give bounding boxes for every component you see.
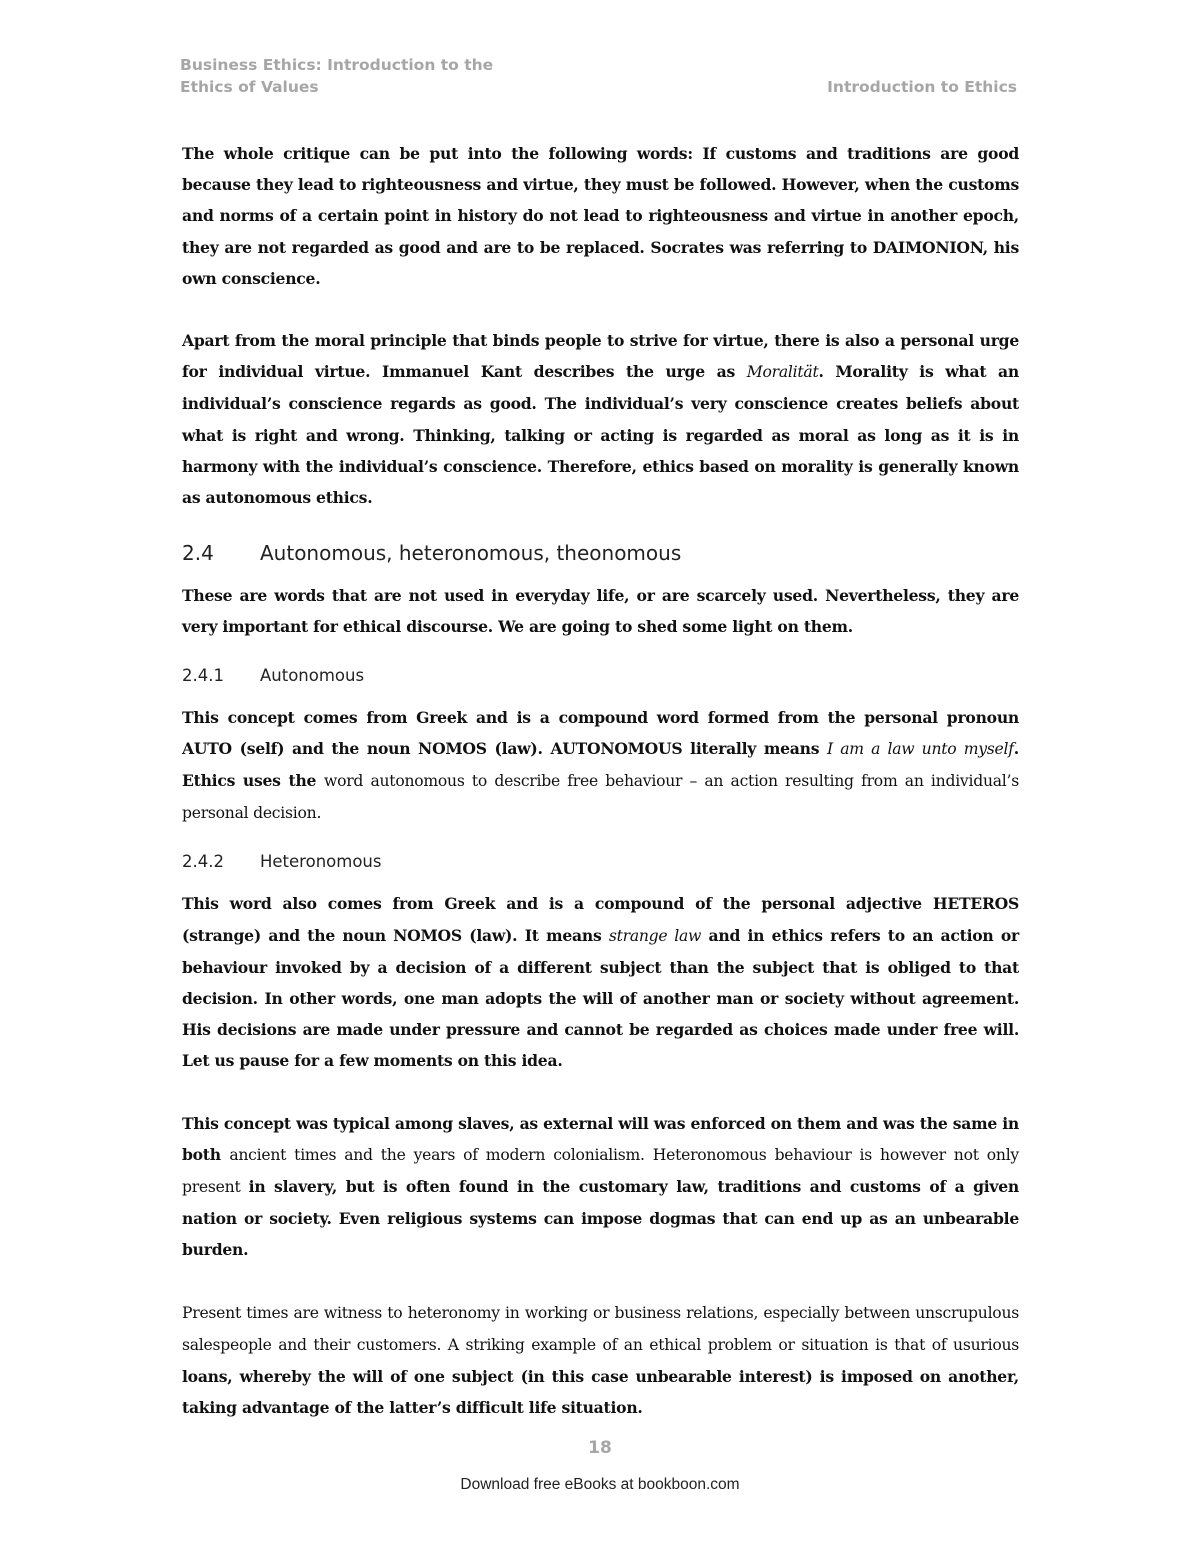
section-title: Autonomous, heteronomous, theonomous xyxy=(260,541,682,566)
autonomous-text-end: word autonomous to describe free behaviour – an action resulting from an individual’s personal decision. xyxy=(182,772,1019,823)
present-times-text-end: loans, whereby the will of one subject (in this case unbearable interest) is imposed on another, taking advantage of the latter’s difficult life situation. xyxy=(182,1367,1019,1418)
moralitat-term: Moralität xyxy=(746,363,819,382)
autonomous-meaning: I am a law unto myself xyxy=(827,739,1014,758)
book-title-line-1: Business Ethics: Introduction to the xyxy=(180,56,494,74)
paragraph-morality xyxy=(182,325,1019,513)
section-number: 2.4 xyxy=(182,541,214,566)
present-times-text-start: Present times are witness to heteronomy in working or business relations, especially between unscrupulous salespeople and their customers. A striking example of an ethical problem or situation is that of usurious xyxy=(182,1303,1019,1354)
paragraph-intro-terms: These are words that are not used in everyday life, or are scarcely used. Nevertheless, they are very important for ethical discourse. We are going to shed some light on them. xyxy=(182,586,1019,637)
autonomous-text-mid: . Ethics uses the xyxy=(182,738,1019,791)
running-header-book-title xyxy=(180,54,493,98)
morality-text-start: Apart from the moral principle that binds people to strive for virtue, there is also a personal urge for individual virtue. Immanuel Kant describes the urge as xyxy=(182,331,1019,382)
heteronomous-text-start: This word also comes from Greek and is a compound of the personal adjective HETEROS (strange) and the noun NOMOS (law). It means xyxy=(182,894,1019,945)
heteronomous-meaning: strange law xyxy=(608,926,702,945)
subsection-number-heteronomous: 2.4.2 xyxy=(182,852,224,872)
slavery-text-start: This concept was typical among slaves, as external will was enforced on them and was the same in both xyxy=(182,1113,1019,1164)
page-body xyxy=(182,138,1019,1424)
slavery-text-mid: ancient times and the years of modern colonialism. Heteronomous behaviour is however not only present xyxy=(182,1145,1019,1197)
book-title-line-2: Ethics of Values xyxy=(180,78,319,96)
section-heading xyxy=(182,537,1019,570)
running-header-chapter-title: Introduction to Ethics xyxy=(827,78,1017,96)
page-number: 18 xyxy=(588,1438,612,1458)
paragraph-slavery xyxy=(182,1108,1019,1266)
subsection-heading-autonomous xyxy=(182,660,1019,692)
footer-download-link[interactable]: Download free eBooks at bookboon.com xyxy=(460,1476,740,1493)
paragraph-present-times xyxy=(182,1297,1019,1424)
heteronomous-text-end: and in ethics refers to an action or behaviour invoked by a decision of a different subject than the subject that is obliged to that decision. In other words, one man adopts the will of another man or society without agreement. His decisions are made under pressure and cannot be regarded as choices made under free will. Let us pause for a few moments on this idea. xyxy=(182,925,1019,1071)
subsection-title-heteronomous: Heteronomous xyxy=(260,852,382,872)
subsection-number-autonomous: 2.4.1 xyxy=(182,665,224,685)
morality-text-end: . Morality is what an individual’s conscience regards as good. The individual’s very conscience creates beliefs about what is right and wrong. Thinking, talking or acting is regarded as moral as long as it is in harmony with the individual’s conscience. Therefore, ethics based on morality is generally known as autonomous ethics. xyxy=(182,362,1020,508)
paragraph-heteronomous xyxy=(182,888,1019,1076)
slavery-text-end: in slavery, but is often found in the customary law, traditions and customs of a given nation or society. Even religious systems can impose dogmas that can end up as an unbearable burden. xyxy=(182,1177,1019,1260)
subsection-title-autonomous: Autonomous xyxy=(260,665,365,685)
paragraph-critique: The whole critique can be put into the following words: If customs and traditions are good because they lead to righteousness and virtue, they must be followed. However, when the customs and norms of a certain point in history do not lead to righteousness and virtue in another epoch, they are not regarded as good and are to be replaced. Socrates was referring to DAIMONION, his own conscience. xyxy=(182,144,1019,288)
subsection-heading-heteronomous xyxy=(182,846,1019,878)
paragraph-autonomous xyxy=(182,702,1019,830)
autonomous-text-start: This concept comes from Greek and is a compound word formed from the personal pronoun AUTO (self) and the noun NOMOS (law). AUTONOMOUS literally means xyxy=(182,707,1019,758)
